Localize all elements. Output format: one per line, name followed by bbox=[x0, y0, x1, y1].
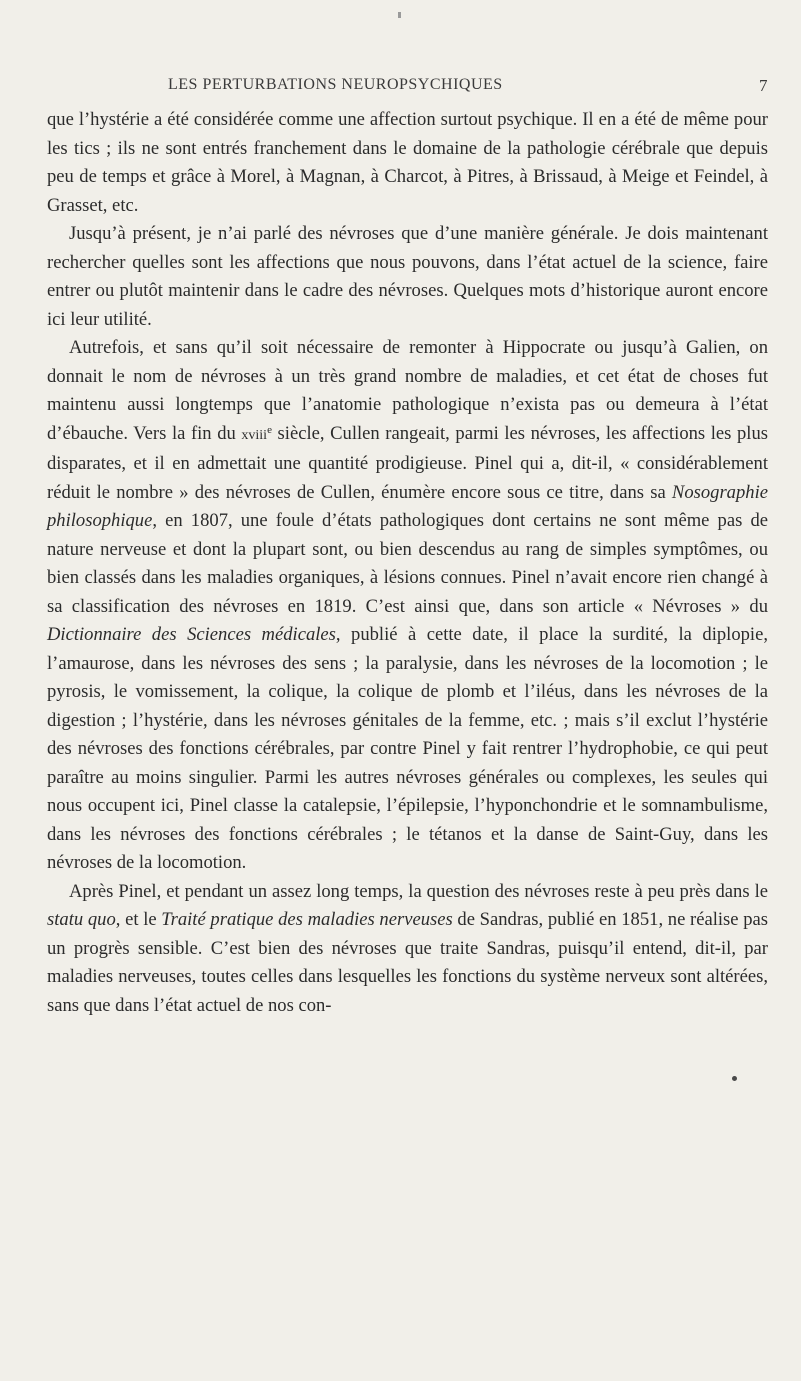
ink-speck bbox=[732, 1076, 737, 1081]
page-number: 7 bbox=[759, 76, 768, 95]
paragraph-2: Jusqu’à présent, je n’ai parlé des névroses que d’une manière générale. Je dois maintenant rechercher quelles sont les affections que nous pouvons, dans l’état actuel de la science, faire entrer ou plutôt maintenir dans le cadre des névroses. Quelques mots d’historique auront encore ici leur utilité. bbox=[47, 223, 768, 330]
paragraph-4-text-1: Après Pinel, et pendant un assez long temps, la question des névroses reste à peu près dans le bbox=[69, 880, 768, 902]
latin-phrase: statu quo bbox=[47, 909, 116, 930]
paragraph-3-text-2: siècle, Cullen rangeait, parmi les névroses, les affections les plus disparates, et il en admettait une quantité prodigieuse. Pinel qui a, dit-il, « considérablement réduit le nombre » des névroses de Cullen, énumère encore sous ce titre, dans sa bbox=[47, 422, 768, 503]
paragraph-3-text-3: , en 1807, une foule d’états pathologiques dont certains ne sont même pas de nature nerveuse et dont la plupart sont, ou bien descendus au rang de simples symptômes, ou bien classés dans les maladies organiques, à lésions connues. Pinel n’avait encore rien changé à sa classification des névroses en 1819. C’est ainsi que, dans son article « Névroses » du bbox=[47, 510, 768, 617]
running-header bbox=[168, 76, 768, 96]
book-title-dictionnaire: Dictionnaire des Sciences médicales bbox=[47, 624, 336, 645]
paragraph-3-text-1: Autrefois, et sans qu’il soit nécessaire de remonter à Hippocrate ou jusqu’à Galien, on donnait le nom de névroses à un très grand nombre de maladies, et cet état de choses fut maintenu aussi longtemps que l’anatomie pathologique n’exista pas ou demeura à l’état d’ébauche. Vers la fin du bbox=[47, 337, 768, 444]
paragraph-3 bbox=[47, 334, 768, 878]
book-title-nosographie: Nosographie philosophique bbox=[47, 481, 768, 531]
print-mark bbox=[398, 12, 401, 18]
paragraph-3-text-4: , publié à cette date, il place la surdité, la diplopie, l’amaurose, dans les névroses des sens ; la paralysie, dans les névroses de la locomotion ; le pyrosis, le vomissement, la colique, la colique de plomb et l’iléus, dans les névroses de la digestion ; l’hystérie, dans les névroses génitales de la femme, etc. ; mais s’il exclut l’hystérie des névroses des fonctions cérébrales, par contre Pinel y fait rentrer l’hydrophobie, ce qui peut paraître au moins singulier. Parmi les autres névroses générales ou complexes, les seules qui nous occupent ici, Pinel classe la catalepsie, l’épilepsie, l’hyponchondrie et le somnambulisme, dans les névroses des fonctions cérébrales ; le tétanos et la danse de Saint-Guy, dans les névroses de la locomotion. bbox=[47, 624, 768, 873]
running-title: LES PERTURBATIONS NEUROPSYCHIQUES bbox=[168, 76, 503, 93]
book-title-traite: Traité pratique des maladies nerveuses bbox=[161, 909, 453, 930]
paragraph-4-text-3: de Sandras, publié en 1851, ne réalise pas un progrès sensible. C’est bien des névroses que traite Sandras, puisqu’il entend, dit-il, par maladies nerveuses, toutes celles dans lesquelles les fonctions du système nerveux sont altérées, sans que dans l’état actuel de nos con- bbox=[47, 909, 769, 1016]
paragraph-4-text-2: , et le bbox=[115, 909, 162, 930]
century-superscript: e bbox=[267, 423, 272, 436]
paragraph-4 bbox=[47, 878, 768, 1021]
paragraph-1: que l’hystérie a été considérée comme une affection surtout psychique. Il en a été de même pour les tics ; ils ne sont entrés franchement dans le domaine de la pathologie cérébrale que depuis peu de temps et grâce à Morel, à Magnan, à Charcot, à Pitres, à Brissaud, à Meige et Feindel, à Grasset, etc. bbox=[47, 109, 768, 216]
body-text bbox=[47, 106, 768, 1020]
century-numeral: xviii bbox=[241, 427, 268, 443]
